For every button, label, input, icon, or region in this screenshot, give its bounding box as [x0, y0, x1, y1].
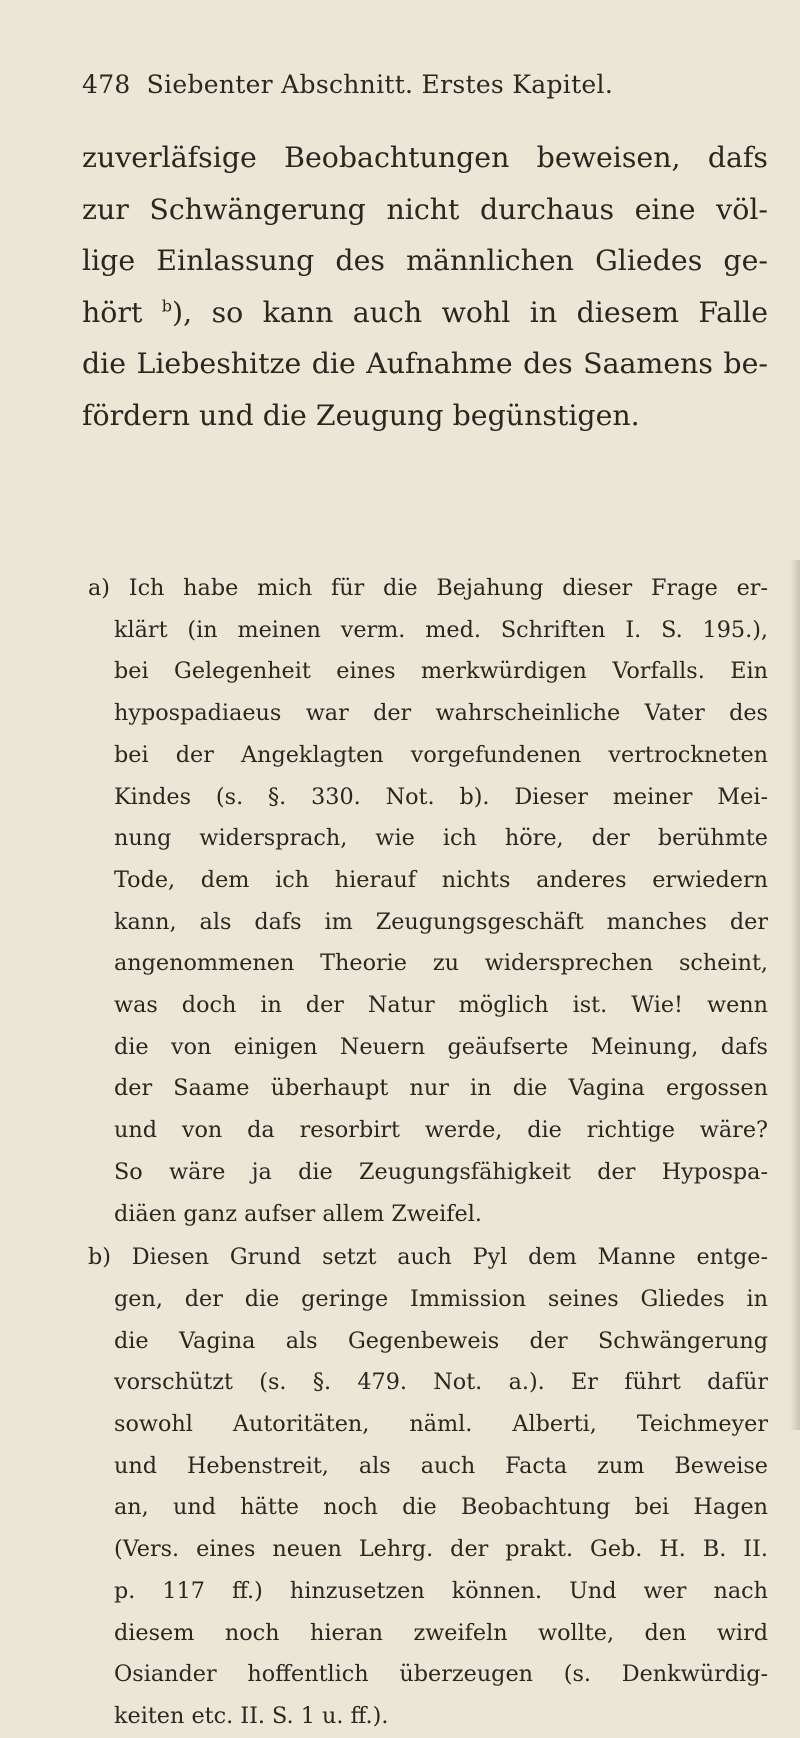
footnote-b-line: an, und hätte noch die Beobachtung bei Hagen — [114, 1494, 768, 1521]
page-number: 478 — [82, 70, 131, 99]
main-paragraph — [82, 132, 768, 441]
body-line: fördern und die Zeugung begünstigen. — [82, 398, 640, 432]
footnote-a-line: Tode, dem ich hierauf nichts anderes erwiedern — [114, 866, 768, 893]
body-text: hört — [82, 295, 143, 329]
body-line: zuverläfsige Beobachtungen beweisen, dafs — [82, 141, 768, 174]
page-edge-shadow — [790, 560, 800, 1430]
body-line-with-footnote-ref — [82, 287, 768, 339]
footnote-b-line: b) Diesen Grund setzt auch Pyl dem Manne entge- — [88, 1244, 768, 1271]
footnote-b-line: Osiander hoffentlich überzeugen (s. Denkwürdig- — [114, 1661, 768, 1688]
footnote-a-line: bei der Angeklagten vorgefundenen vertrockneten — [114, 741, 768, 768]
body-line: die Liebeshitze die Aufnahme des Saamens be- — [82, 347, 768, 380]
footnote-a-line: die von einigen Neuern geäufserte Meinung, dafs — [114, 1033, 768, 1060]
footnote-b-line: die Vagina als Gegenbeweis der Schwängerung — [114, 1327, 768, 1354]
footnote-b-line: und Hebenstreit, als auch Facta zum Beweise — [114, 1452, 768, 1479]
footnote-b-line: diesem noch hieran zweifeln wollte, den wird — [114, 1619, 768, 1646]
running-title: Siebenter Abschnitt. Erstes Kapitel. — [146, 70, 614, 99]
body-line: lige Einlassung des männlichen Gliedes ge- — [82, 244, 768, 277]
footnote-a-line: kann, als dafs im Zeugungsgeschäft manches der — [114, 908, 768, 935]
body-line: zur Schwängerung nicht durchaus eine völ- — [82, 192, 768, 226]
running-header — [82, 70, 722, 99]
footnote-a-line: nung widersprach, wie ich höre, der berühmte — [114, 825, 768, 852]
footnotes — [88, 568, 768, 1738]
footnote-a-line: was doch in der Natur möglich ist. Wie! wenn — [114, 992, 768, 1019]
footnote-b-line: vorschützt (s. §. 479. Not. a.). Er führt dafür — [114, 1369, 768, 1396]
footnote-b-line: gen, der die geringe Immission seines Gliedes in — [114, 1285, 768, 1312]
footnote-a-line: Kindes (s. §. 330. Not. b). Dieser meiner Mei- — [114, 783, 768, 810]
footnote-a-line: bei Gelegenheit eines merkwürdigen Vorfalls. Ein — [114, 658, 768, 685]
footnote-a-line: klärt (in meinen verm. med. Schriften I. S. 195.), — [114, 616, 768, 643]
footnote-a-line: angenommenen Theorie zu widersprechen scheint, — [114, 950, 768, 977]
footnote-a-line: der Saame überhaupt nur in die Vagina ergossen — [114, 1075, 768, 1102]
footnote-a-line: a) Ich habe mich für die Bejahung dieser Frage er- — [88, 575, 768, 601]
footnote-a-line: und von da resorbirt werde, die richtige wäre? — [114, 1117, 768, 1144]
body-text: ), so kann auch wohl in diesem Falle — [172, 295, 768, 329]
footnote-b-line: sowohl Autoritäten, näml. Alberti, Teichmeyer — [114, 1411, 768, 1438]
footnote-b-line: p. 117 ff.) hinzusetzen können. Und wer nach — [114, 1577, 768, 1604]
footnote-a-line: So wäre ja die Zeugungsfähigkeit der Hypospa- — [114, 1158, 768, 1185]
footnote-a-line: hypospadiaeus war der wahrscheinliche Vater des — [114, 700, 768, 727]
footnote-b-line: keiten etc. II. S. 1 u. ff.). — [114, 1702, 389, 1729]
footnote-b-line: (Vers. eines neuen Lehrg. der prakt. Geb. H. B. II. — [114, 1536, 768, 1563]
footnote-reference: b — [161, 296, 173, 316]
footnote-a-line: diäen ganz aufser allem Zweifel. — [114, 1200, 482, 1227]
